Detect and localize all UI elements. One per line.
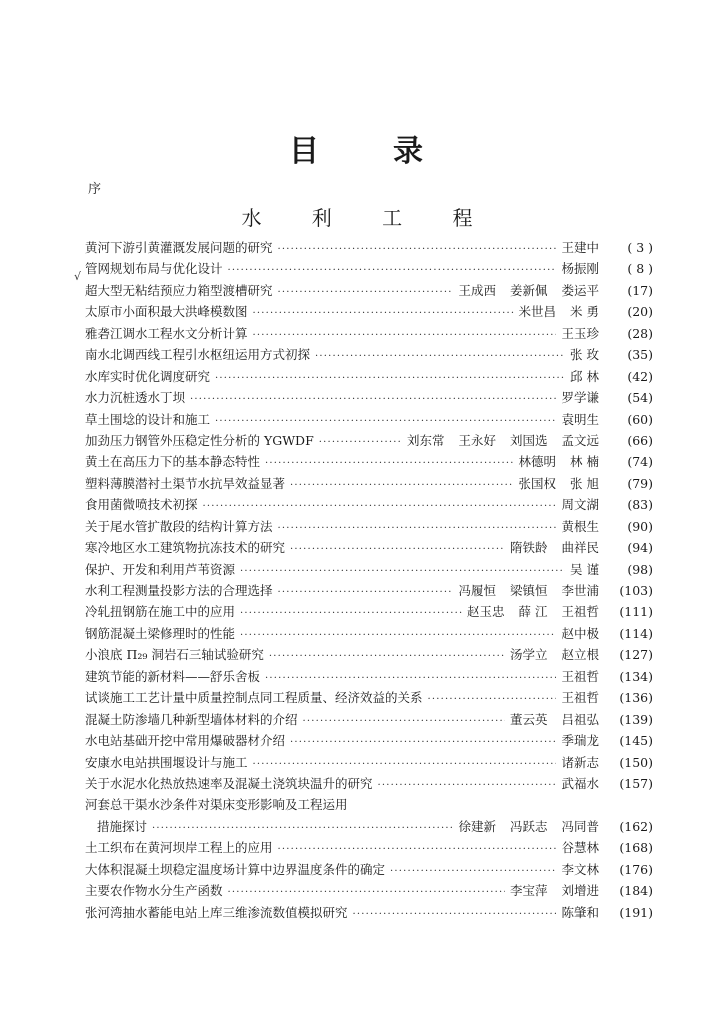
toc-entry <box>85 431 653 452</box>
entry-authors <box>561 495 599 513</box>
author-name: 季瑞龙 <box>561 733 599 749</box>
entry-page: (157) <box>619 775 653 791</box>
author-name: 刘东常 <box>406 432 445 448</box>
dot-leader <box>240 608 462 619</box>
dot-leader <box>203 501 557 512</box>
toc-entry <box>85 903 653 924</box>
entry-page: (98) <box>627 561 653 577</box>
entry-title: 水电站基础开挖中常用爆破器材介绍 <box>85 733 286 749</box>
entry-title: 食用菌微喷技术初探 <box>85 497 198 513</box>
toc-entry <box>85 538 653 559</box>
entry-title: 超大型无粘结预应力箱型渡槽研究 <box>85 282 273 298</box>
dot-leader <box>428 694 557 705</box>
dot-leader <box>278 287 454 298</box>
entry-page: (17) <box>627 282 653 298</box>
entry-page: (90) <box>627 518 653 534</box>
dot-leader <box>290 544 505 555</box>
toc-entry <box>85 345 653 366</box>
toc-entry <box>85 710 653 731</box>
dot-leader <box>278 523 557 534</box>
dot-leader <box>353 909 557 920</box>
author-name: 王祖哲 <box>561 690 599 706</box>
entry-title: 水库实时优化调度研究 <box>85 368 211 384</box>
entry-page: (145) <box>619 733 653 749</box>
check-mark-icon: √ <box>74 270 82 283</box>
author-name: 周文湖 <box>561 497 599 513</box>
dot-leader <box>228 265 557 276</box>
entry-title: 草土围埝的设计和施工 <box>85 411 211 427</box>
toc-entry <box>85 645 653 666</box>
entry-title: 主要农作物水分生产函数 <box>85 883 223 899</box>
toc-entry <box>85 602 653 623</box>
entry-page: (134) <box>619 668 653 684</box>
entry-page: (162) <box>619 818 653 834</box>
author-name: 吕祖弘 <box>561 711 599 727</box>
entry-authors <box>561 903 599 921</box>
entry-title: 加劲压力钢管外压稳定性分析的 YGWDF <box>85 432 314 448</box>
dot-leader <box>240 630 556 641</box>
entry-title: 太原市小面积最大洪峰模数图 <box>85 304 248 320</box>
author-name: 王祖哲 <box>561 604 599 620</box>
entry-page: (54) <box>627 390 653 406</box>
dot-leader <box>315 351 565 362</box>
dot-leader <box>253 759 557 770</box>
author-name: 曲祥民 <box>561 540 599 556</box>
toc-entry <box>85 452 653 473</box>
author-name: 张国权 <box>518 475 557 491</box>
author-name: 米世昌 <box>518 304 557 320</box>
dot-leader <box>265 673 556 684</box>
author-name: 诸新志 <box>561 754 599 770</box>
entry-title: 土工织布在黄河坝岸工程上的应用 <box>85 840 273 856</box>
entry-title: 南水北调西线工程引水枢纽运用方式初探 <box>85 347 311 363</box>
toc-entry <box>85 688 653 709</box>
toc-entry <box>85 731 653 752</box>
entry-page: (94) <box>627 540 653 556</box>
toc-entry <box>85 517 653 538</box>
dot-leader <box>269 651 505 662</box>
entry-title: 安康水电站拱围堰设计与施工 <box>85 754 248 770</box>
toc-entry <box>85 324 653 345</box>
entry-authors <box>561 517 599 535</box>
entry-title: 小浪底 Π₂₉ 洞岩石三轴试验研究 <box>85 647 264 663</box>
dot-leader <box>190 394 556 405</box>
toc-entry <box>85 495 653 516</box>
entry-authors <box>561 410 599 428</box>
entry-authors <box>510 538 599 556</box>
dot-leader <box>228 887 505 898</box>
author-name: 邱 林 <box>570 368 599 384</box>
dot-leader <box>390 866 556 877</box>
dot-leader <box>303 716 505 727</box>
entry-title: 河套总干渠水沙条件对渠床变形影响及工程运用 <box>85 797 348 813</box>
entry-page: (111) <box>619 604 653 620</box>
entry-authors <box>407 431 599 449</box>
entry-page: (136) <box>619 690 653 706</box>
entry-title: 黄河下游引黄灌溉发展问题的研究 <box>85 240 273 255</box>
dot-leader <box>278 844 557 855</box>
toc-entry <box>85 302 653 323</box>
toc-entry <box>85 774 653 795</box>
entry-title: 关于水泥水化热放热速率及混凝土浇筑块温升的研究 <box>85 775 373 791</box>
author-name: 冯履恒 <box>458 583 496 598</box>
entry-authors <box>561 624 599 642</box>
author-name: 赵立根 <box>561 647 599 663</box>
entry-page: (60) <box>627 411 653 427</box>
author-name: 陈肇和 <box>561 904 599 920</box>
author-name: 李宝萍 <box>509 883 548 899</box>
entry-page: (114) <box>619 625 653 641</box>
entry-authors <box>519 474 600 492</box>
entry-page: ( 8 ) <box>627 261 653 277</box>
dot-leader <box>152 823 453 834</box>
entry-authors <box>570 560 599 578</box>
dot-leader <box>215 416 556 427</box>
author-name: 汤学立 <box>509 647 548 663</box>
dot-leader <box>319 437 402 448</box>
entry-title: 关于尾水管扩散段的结构计算方法 <box>85 518 273 534</box>
author-name: 杨振刚 <box>561 261 599 277</box>
author-name: 赵中极 <box>561 625 599 641</box>
author-name: 刘增进 <box>561 883 599 899</box>
entry-page: (191) <box>619 904 653 920</box>
dot-leader <box>240 566 565 577</box>
entry-authors <box>519 452 600 470</box>
entry-authors <box>561 731 599 749</box>
toc-entry <box>85 881 653 902</box>
entry-title: 寒冷地区水工建筑物抗冻技术的研究 <box>85 540 286 556</box>
author-name: 姜新佩 <box>509 282 548 298</box>
author-name: 李世浦 <box>561 583 599 598</box>
dot-leader <box>215 373 565 384</box>
author-name: 林德明 <box>518 454 557 470</box>
entry-title: 塑料薄膜潜衬土渠节水抗旱效益显著 <box>85 475 286 491</box>
toc-entry <box>85 753 653 774</box>
toc-entry <box>85 259 653 280</box>
entry-authors <box>561 388 599 406</box>
toc-entry <box>85 388 653 409</box>
author-name: 赵玉忠 <box>466 604 505 620</box>
entry-authors <box>561 238 599 256</box>
entry-page: (176) <box>619 861 653 877</box>
entry-authors <box>570 345 599 363</box>
author-name: 黄根生 <box>561 518 599 534</box>
toc-entry <box>85 624 653 645</box>
author-name: 米 勇 <box>570 304 599 320</box>
toc-list <box>85 238 653 924</box>
entry-authors <box>510 881 599 899</box>
entry-page: (20) <box>627 304 653 320</box>
entry-page: (28) <box>627 325 653 341</box>
author-name: 王永好 <box>458 432 496 448</box>
entry-authors <box>561 667 599 685</box>
section-heading: 水 利 工 程 <box>241 206 495 230</box>
entry-title: 水力沉桩透水丁坝 <box>85 390 186 406</box>
entry-title: 试谈施工工艺计量中质量控制点同工程质量、经济效益的关系 <box>85 690 423 706</box>
toc-entry <box>85 667 653 688</box>
entry-authors <box>561 688 599 706</box>
toc-entry <box>85 367 653 388</box>
entry-authors <box>458 581 599 599</box>
author-name: 王建中 <box>561 240 599 255</box>
author-name: 刘国选 <box>509 432 548 448</box>
author-name: 武福水 <box>561 775 599 791</box>
entry-title: 建筑节能的新材料——舒乐舍板 <box>85 668 261 684</box>
entry-page: (139) <box>619 711 653 727</box>
entry-page: ( 3 ) <box>627 240 653 255</box>
toc-entry <box>85 838 653 859</box>
entry-page: (103) <box>619 583 653 598</box>
entry-title: 措施探讨 <box>97 818 148 834</box>
author-name: 张 旭 <box>570 475 599 491</box>
entry-title: 雅砻江调水工程水文分析计算 <box>85 325 248 341</box>
entry-title: 保护、开发和利用芦苇资源 <box>85 561 236 577</box>
entry-authors <box>510 645 599 663</box>
entry-page: (42) <box>627 368 653 384</box>
entry-authors <box>467 602 599 620</box>
author-name: 王祖哲 <box>561 668 599 684</box>
toc-title <box>0 126 714 170</box>
author-name: 徐建新 <box>458 818 496 834</box>
entry-authors <box>570 367 599 385</box>
toc-entry <box>85 581 653 602</box>
entry-title: 冷轧扭钢筋在施工中的应用 <box>85 604 236 620</box>
entry-authors <box>458 817 599 835</box>
author-name: 娄运平 <box>561 282 599 298</box>
author-name: 吴 谨 <box>570 561 599 577</box>
entry-title: 张河湾抽水蓄能电站上库三维渗流数值模拟研究 <box>85 904 348 920</box>
title-char-2: 录 <box>393 134 425 169</box>
preface-label: 序 <box>88 182 102 197</box>
author-name: 薛 江 <box>518 604 548 620</box>
author-name: 袁明生 <box>561 411 599 427</box>
entry-authors <box>519 302 600 320</box>
toc-entry <box>85 238 653 259</box>
author-name: 冯同普 <box>561 818 599 834</box>
dot-leader <box>378 780 557 791</box>
dot-leader <box>253 330 557 341</box>
author-name: 隋铁龄 <box>509 540 548 556</box>
entry-authors <box>561 259 599 277</box>
entry-page: (184) <box>619 883 653 899</box>
entry-authors <box>561 860 599 878</box>
dot-leader <box>290 737 556 748</box>
dot-leader <box>278 244 557 255</box>
author-name: 王玉珍 <box>561 325 599 341</box>
author-name: 梁镇恒 <box>509 583 548 598</box>
entry-title: 管网规划布局与优化设计 <box>85 261 223 277</box>
toc-entry <box>85 860 653 881</box>
entry-page: (35) <box>627 347 653 363</box>
entry-page: (83) <box>627 497 653 513</box>
toc-entry <box>85 410 653 431</box>
entry-authors <box>458 281 599 299</box>
author-name: 冯跃志 <box>509 818 548 834</box>
entry-title: 钢筋混凝土梁修理时的性能 <box>85 625 236 641</box>
dot-leader <box>290 480 513 491</box>
entry-page: (168) <box>619 840 653 856</box>
toc-entry <box>85 281 653 302</box>
entry-page: (150) <box>619 754 653 770</box>
toc-entry <box>85 795 653 816</box>
author-name: 张 玫 <box>570 347 599 363</box>
toc-entry <box>85 817 653 838</box>
author-name: 孟文远 <box>561 432 599 448</box>
entry-title: 大体积混凝土坝稳定温度场计算中边界温度条件的确定 <box>85 861 386 877</box>
entry-page: (79) <box>627 475 653 491</box>
author-name: 王成西 <box>458 282 496 298</box>
entry-title: 黄土在高压力下的基本静态特性 <box>85 454 261 470</box>
entry-authors <box>561 774 599 792</box>
entry-page: (127) <box>619 647 653 663</box>
author-name: 林 楠 <box>570 454 599 470</box>
entry-page: (74) <box>627 454 653 470</box>
entry-page: (66) <box>627 432 653 448</box>
entry-authors <box>561 838 599 856</box>
author-name: 董云英 <box>509 711 548 727</box>
toc-entry <box>85 560 653 581</box>
dot-leader <box>278 587 454 598</box>
dot-leader <box>253 308 514 319</box>
title-char-1: 目 <box>289 134 321 169</box>
author-name: 罗学谦 <box>561 390 599 406</box>
entry-authors <box>561 324 599 342</box>
dot-leader <box>265 458 513 469</box>
entry-title: 混凝土防渗墙几种新型墙体材料的介绍 <box>85 711 298 727</box>
toc-entry <box>85 474 653 495</box>
entry-authors <box>561 753 599 771</box>
entry-title: 水利工程测量投影方法的合理选择 <box>85 583 273 598</box>
entry-authors <box>510 710 599 728</box>
author-name: 谷慧林 <box>561 840 599 856</box>
author-name: 李文林 <box>561 861 599 877</box>
